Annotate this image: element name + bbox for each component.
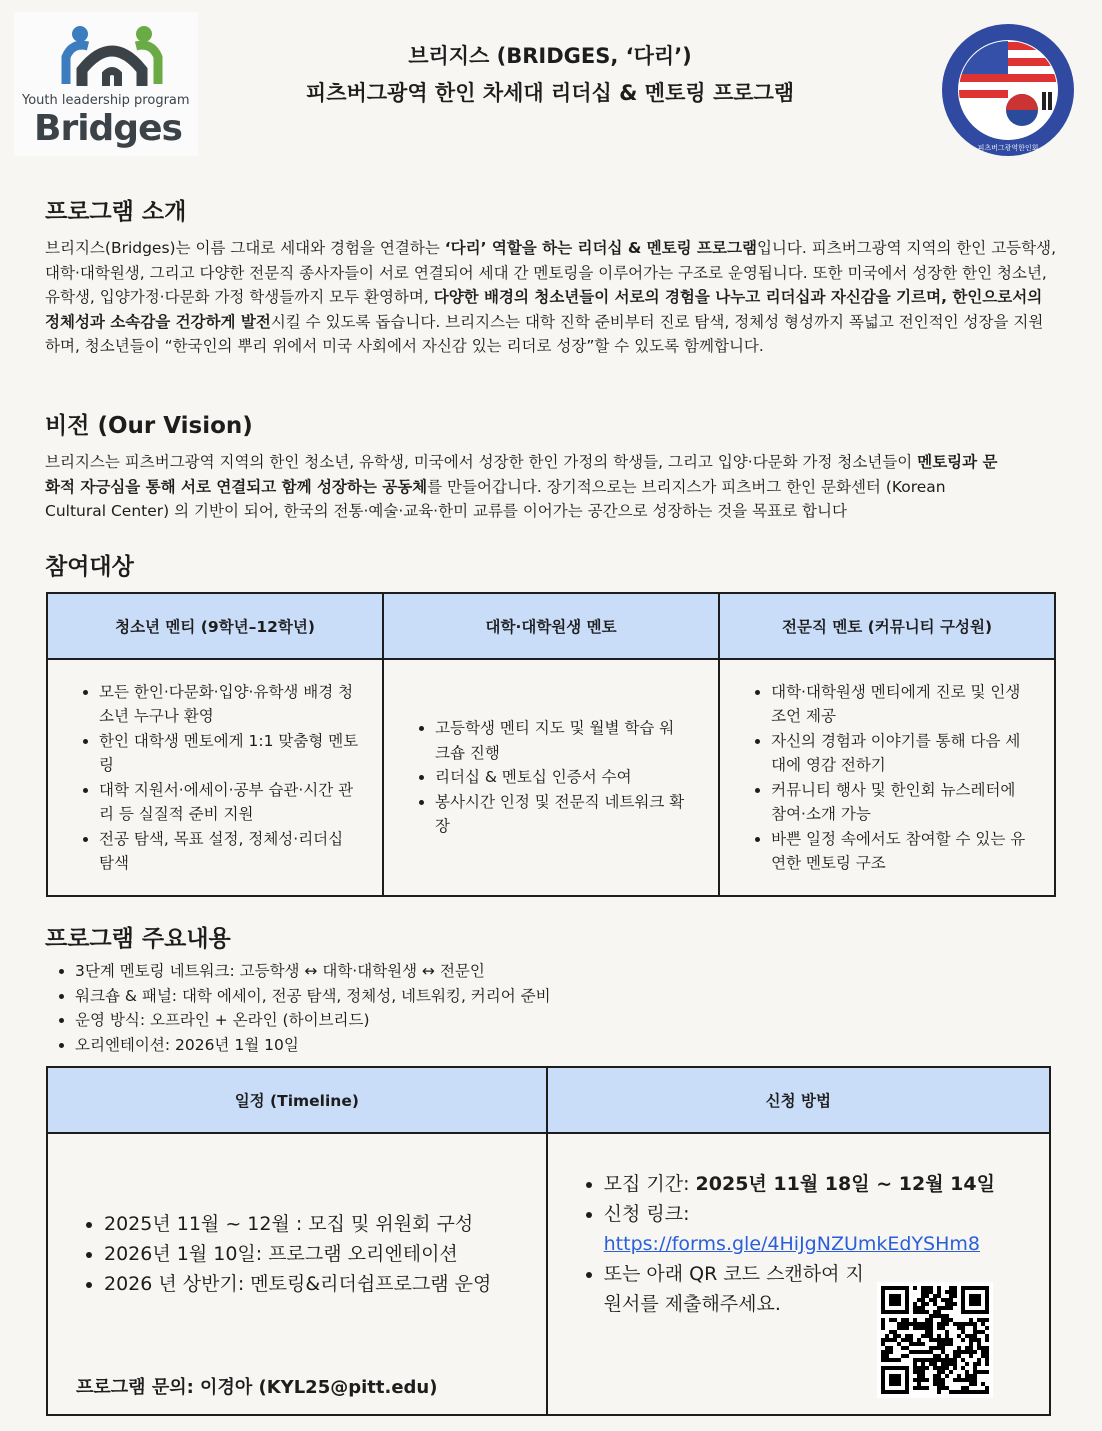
- vision-bold: 멘토링과 문화적 자긍심을 통해 서로 연결되고 함께 성장하는 공동체: [45, 453, 998, 496]
- professional-mentor-cell: [719, 659, 1055, 896]
- intro-bold: ‘다리’ 역할을 하는 리더십 & 멘토링 프로그램: [444, 239, 757, 257]
- list-item: • 모든 한인·다문화·입양·유학생 배경 청소년 누구나 환영: [99, 680, 361, 729]
- apply-cell: [547, 1133, 1050, 1415]
- title-line-1: 브리지스 (BRIDGES, ‘다리’): [408, 44, 692, 68]
- intro-paragraph: [45, 236, 1057, 359]
- vision-heading: 비전 (Our Vision): [45, 413, 253, 439]
- vision-paragraph: [45, 450, 1057, 524]
- page-title: [220, 38, 880, 112]
- list-item: • 2026년 1월 10일: 프로그램 오리엔테이션: [104, 1239, 545, 1269]
- list-item: • 커뮤니티 행사 및 한인회 뉴스레터에 참여·소개 가능: [771, 778, 1033, 827]
- contact-info: 프로그램 문의: 이경아 (KYL25@pitt.edu): [76, 1376, 438, 1398]
- qr-code[interactable]: [877, 1282, 993, 1398]
- column-header-student-mentor: 대학·대학원생 멘토: [383, 593, 719, 659]
- timeline-header: 일정 (Timeline): [47, 1067, 547, 1133]
- intro-text: 시킬 수 있도록 돕습니다. 브리지스는 대학 진학 준비부터 진로 탐색, 정체성 형성까지 폭넓고 전인적인 성장을 지원하며, 청소년들이 “한국인의 뿌리 위에서 미국 사회에서 자신감 있는 리더로 성장”할 수 있도록 함께합니다.: [45, 312, 1044, 356]
- list-item: • 자신의 경험과 이야기를 통해 다음 세대에 영감 전하기: [771, 729, 1033, 778]
- schedule-table: [46, 1066, 1051, 1416]
- list-item: • 2026 년 상반기: 멘토링&리더쉽프로그램 운영: [104, 1269, 545, 1299]
- timeline-cell: [47, 1133, 547, 1415]
- list-item: • 봉사시간 인정 및 전문직 네트워크 확장: [435, 790, 687, 839]
- title-line-2: 피츠버그광역 한인 차세대 리더십 & 멘토링 프로그램: [305, 81, 795, 105]
- intro-text: 브리지스(Bridges)는 이름 그대로 세대와 경험을 연결하는: [45, 239, 445, 257]
- period-item: [604, 1169, 1038, 1199]
- list-item: • 오리엔테이션: 2026년 1월 10일: [75, 1033, 1057, 1058]
- column-header-professional-mentor: 전문직 멘토 (커뮤니티 구성원): [719, 593, 1055, 659]
- list-item: • 바쁜 일정 속에서도 참여할 수 있는 유연한 멘토링 구조: [771, 827, 1033, 876]
- list-item: • 대학·대학원생 멘티에게 진로 및 인생 조언 제공: [771, 680, 1033, 729]
- column-header-mentee: 청소년 멘티 (9학년–12학년): [47, 593, 383, 659]
- korean-association-seal: [940, 22, 1076, 158]
- mentee-cell: [47, 659, 383, 896]
- list-item: • 2025년 11월 ~ 12월 : 모집 및 위원회 구성: [104, 1209, 545, 1239]
- list-item: • 한인 대학생 멘토에게 1:1 맞춤형 멘토링: [99, 729, 361, 778]
- intro-text: 입니다. 피츠버그광역 지역의 한인 고등학생, 대학·대학원생, 그리고 다양한 전문직 종사자들이 서로 연결되어 세대 간 멘토링을 이루어가는 구조로 운영됩니다. 또한 미국에서 성장한 한인 청소년, 유학생, 입양가정·다문화 가정 학생들까지 모두 환영하며,: [45, 239, 1057, 307]
- svg-text:피츠버그광역한인회: 피츠버그광역한인회: [977, 144, 1039, 152]
- list-item: • 전공 탐색, 목표 설정, 정체성·리더십 탐색: [99, 827, 361, 876]
- list-item: • 대학 지원서·에세이·공부 습관·시간 관리 등 실질적 준비 지원: [99, 778, 361, 827]
- vision-section: [45, 407, 1057, 524]
- vision-text: 를 만들어갑니다. 장기적으로는 브리지스가 피츠버그 한인 문화센터 (Korean Cultural Center) 의 기반이 되어, 한국의 전통·예술·교육·한미 교류를 이어가는 공간으로 성장하는 것을 목표로 합니다: [45, 477, 946, 521]
- contents-heading: 프로그램 주요내용: [45, 926, 231, 952]
- list-item: • 3단계 멘토링 네트워크: 고등학생 ↔ 대학·대학원생 ↔ 전문인: [75, 959, 1057, 984]
- apply-header: 신청 방법: [547, 1067, 1050, 1133]
- participants-section: [45, 548, 1057, 581]
- logo-wordmark: Bridges: [34, 108, 182, 149]
- link-label: 신청 링크:: [603, 1203, 690, 1225]
- logo-tagline: Youth leadership program: [22, 93, 190, 108]
- vision-text: 브리지스는 피츠버그광역 지역의 한인 청소년, 유학생, 미국에서 성장한 한인 가정의 학생들, 그리고 입양·다문화 가정 청소년들이: [45, 453, 918, 471]
- list-item: • 운영 방식: 오프라인 + 온라인 (하이브리드): [75, 1008, 1057, 1033]
- people-bridge-icon: [14, 12, 198, 92]
- period-label: 모집 기간:: [603, 1173, 696, 1195]
- contents-section: [45, 920, 1057, 1057]
- application-link[interactable]: https://forms.gle/4HiJgNZUmkEdYSHm8: [603, 1233, 980, 1255]
- list-item: • 리더십 & 멘토십 인증서 수여: [435, 765, 687, 790]
- qr-instruction: • 또는 아래 QR 코드 스캔하여 지원서를 제출해주세요.: [604, 1259, 869, 1319]
- intro-bold: 다양한 배경의 청소년들이 서로의 경험을 나누고 리더십과 자신감을 기르며, 한인으로서의 정체성과 소속감을 건강하게 발전: [45, 288, 1043, 331]
- period-value: 2025년 11월 18일 ~ 12월 14일: [695, 1173, 995, 1195]
- participants-table: [46, 592, 1056, 897]
- list-item: • 워크숍 & 패널: 대학 에세이, 전공 탐색, 정체성, 네트워킹, 커리어 준비: [75, 984, 1057, 1009]
- intro-section: [45, 193, 1057, 359]
- student-mentor-cell: [383, 659, 719, 896]
- list-item: • 고등학생 멘티 지도 및 월별 학습 워크숍 진행: [435, 716, 687, 765]
- participants-heading: 참여대상: [45, 554, 134, 580]
- bridges-logo: [14, 12, 198, 156]
- intro-heading: 프로그램 소개: [45, 199, 187, 225]
- link-item: [604, 1199, 1038, 1259]
